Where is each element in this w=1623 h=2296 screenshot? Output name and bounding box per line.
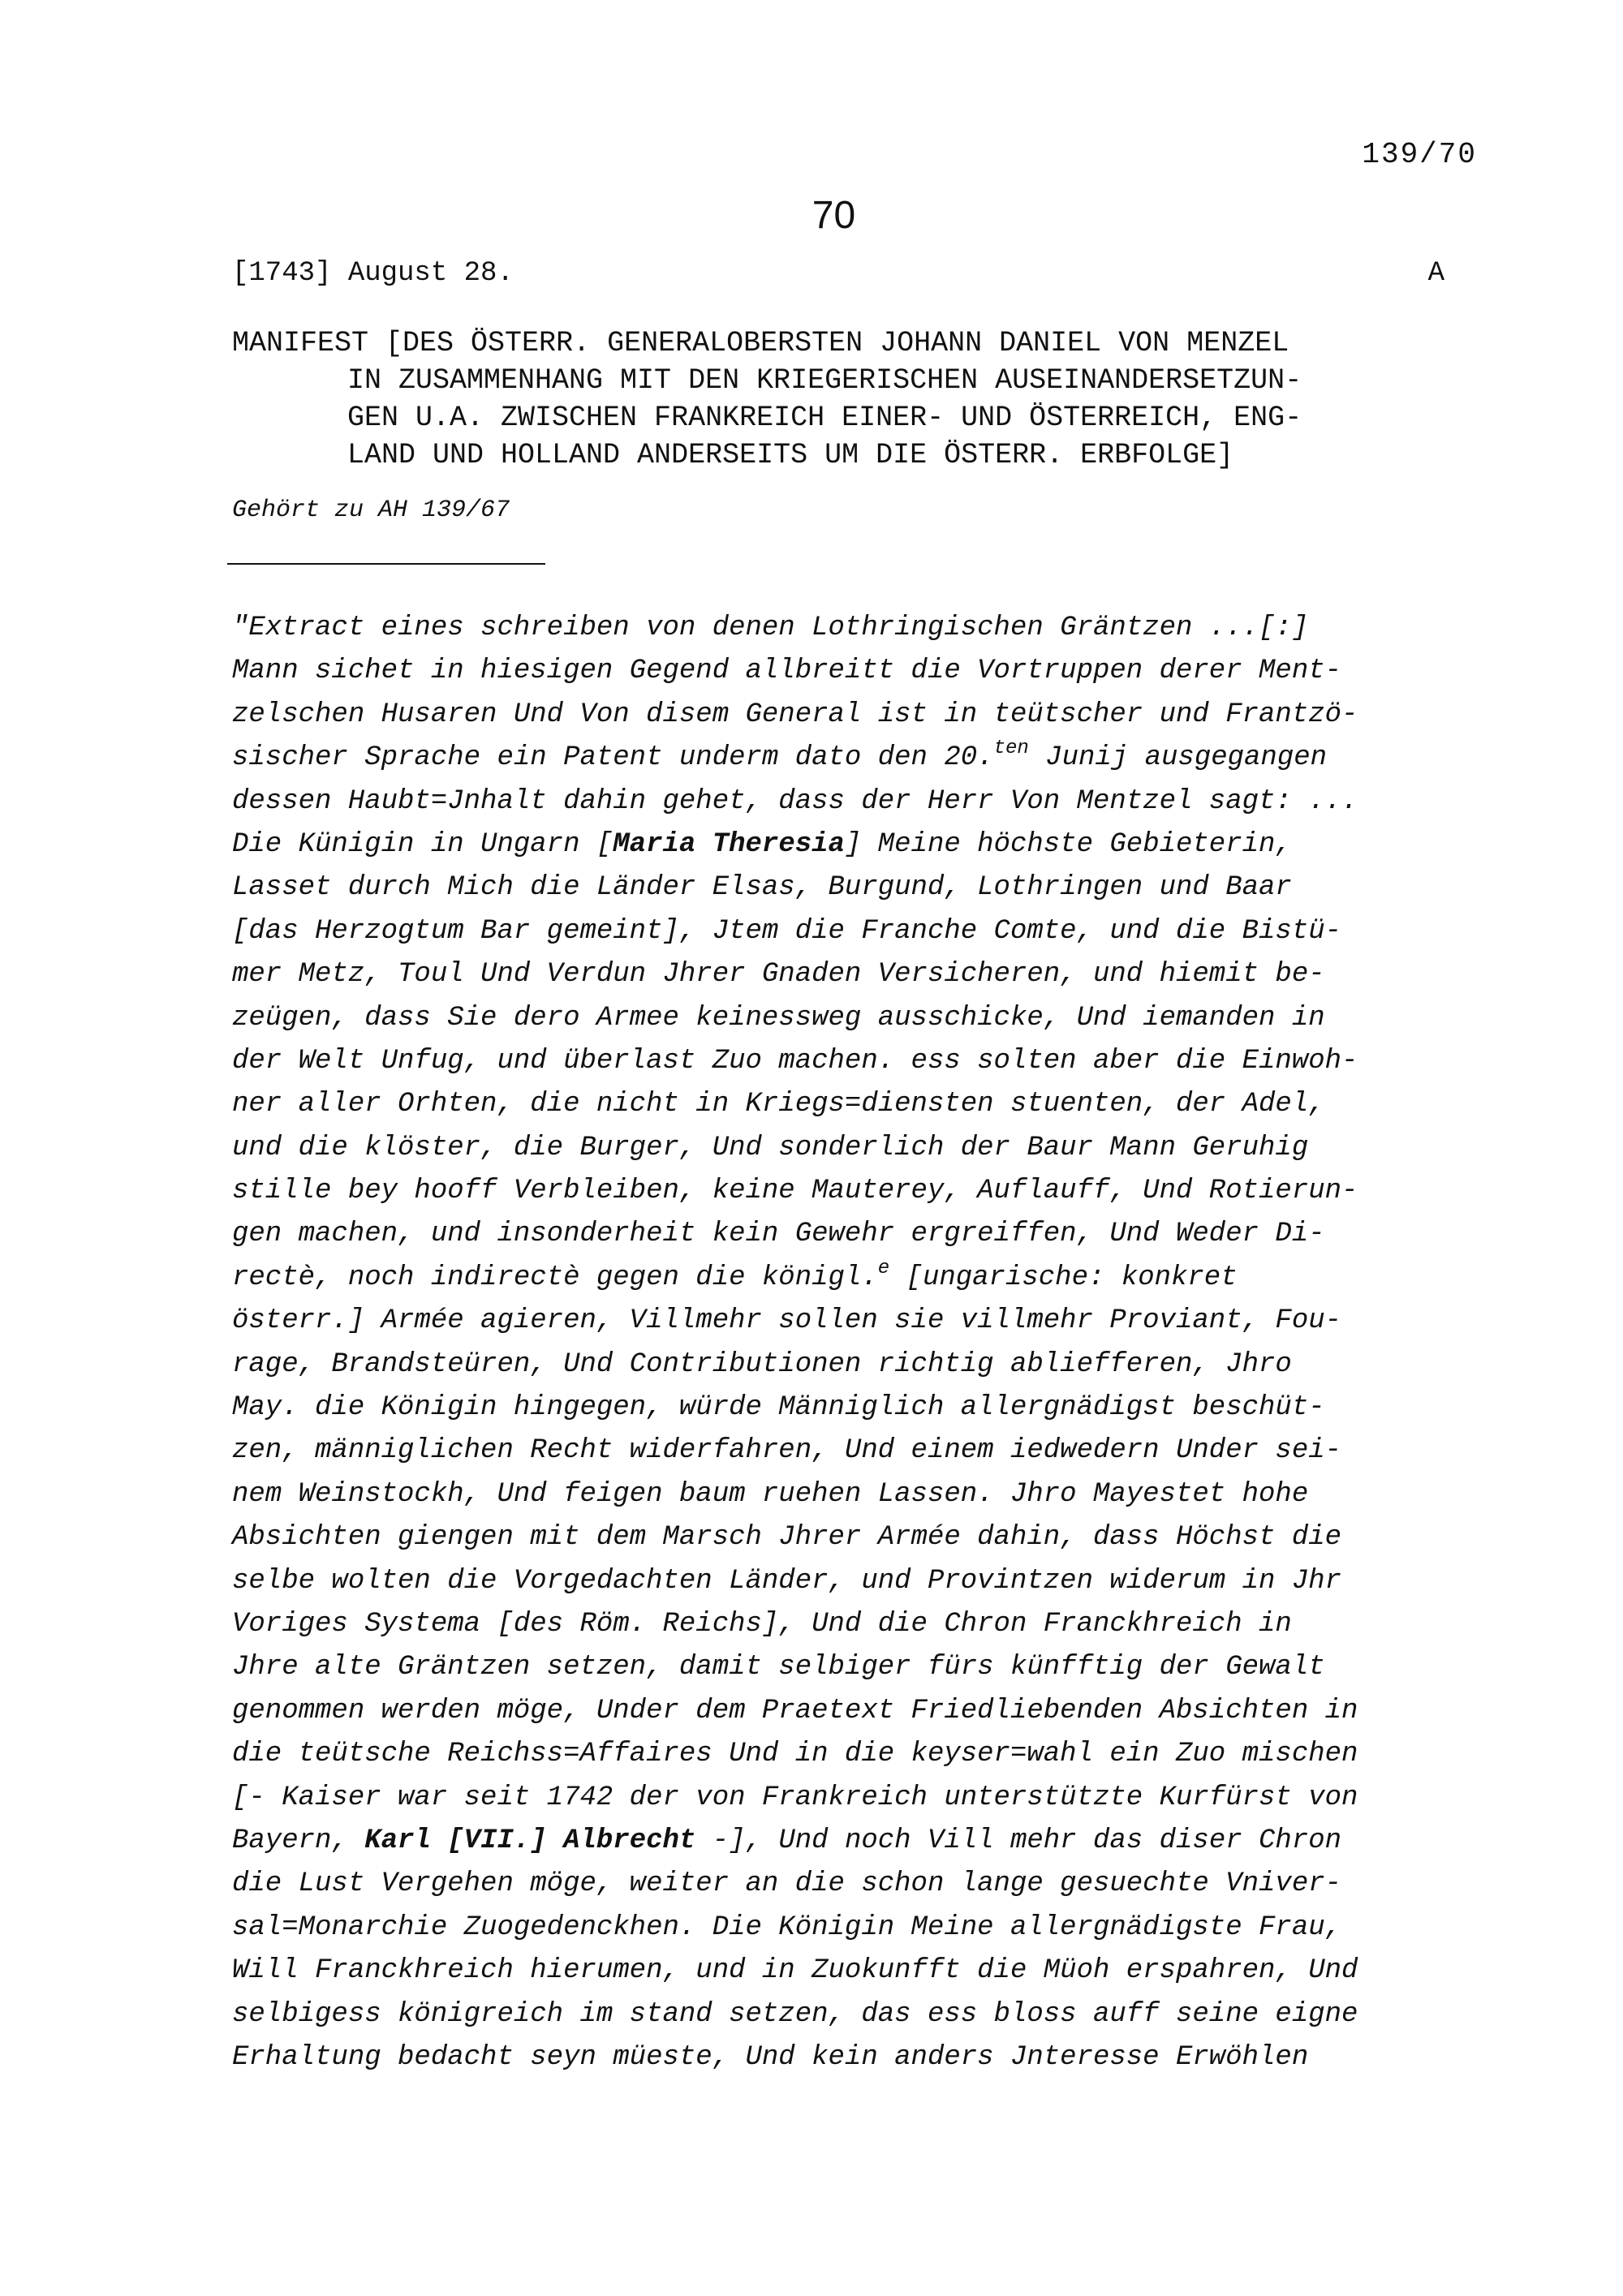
person-name: Karl [VII.] Albrecht bbox=[364, 1825, 696, 1856]
title-line: LAND UND HOLLAND ANDERSEITS UM DIE ÖSTERR. ERBFOLGE] bbox=[347, 439, 1234, 471]
body-line: "Extract eines schreiben von denen Lothringischen Gräntzen ...[:] bbox=[232, 613, 1309, 643]
body-line: Will Franckhreich hierumen, und in Zuokunfft die Müoh erspahren, Und bbox=[232, 1955, 1358, 1987]
body-text: [ungarische: konkret bbox=[889, 1262, 1238, 1293]
body-line: Absichten giengen mit dem Marsch Jhrer Armée dahin, dass Höchst die bbox=[232, 1522, 1342, 1554]
body-text: -], Und noch Vill mehr das diser Chron bbox=[695, 1825, 1342, 1856]
page-number: 70 bbox=[812, 194, 856, 237]
body-text: Bayern, bbox=[232, 1825, 365, 1856]
body-line: Voriges Systema [des Röm. Reichs], Und die Chron Franckhreich in bbox=[232, 1608, 1292, 1640]
body-line: genommen werden möge, Under dem Praetext Friedliebenden Absichten in bbox=[232, 1695, 1358, 1726]
title-line: IN ZUSAMMENHANG MIT DEN KRIEGERISCHEN AUSEINANDERSETZUN- bbox=[347, 364, 1302, 397]
body-line bbox=[232, 737, 1358, 780]
body-line: der Welt Unfug, und überlast Zuo machen. ess solten aber die Einwoh- bbox=[232, 1045, 1358, 1077]
body-text: Junij ausgegangen bbox=[1028, 742, 1328, 774]
body-line bbox=[232, 823, 1358, 866]
body-line: mer Metz, Toul Und Verdun Jhrer Gnaden Versicheren, und hiemit be- bbox=[232, 959, 1325, 991]
person-name: Maria Theresia bbox=[613, 828, 845, 860]
body-line: und die klöster, die Burger, Und sonderlich der Baur Mann Geruhig bbox=[232, 1132, 1309, 1163]
title-line: MANIFEST [DES ÖSTERR. GENERALOBERSTEN JOHANN DANIEL VON MENZEL bbox=[232, 327, 1289, 359]
transcription-body bbox=[232, 607, 1358, 2079]
body-line: stille bey hooff Verbleiben, keine Mauterey, Auflauff, Und Rotierun- bbox=[232, 1176, 1358, 1207]
archive-reference: 139/70 bbox=[1362, 138, 1477, 171]
body-line: Lasset durch Mich die Länder Elsas, Burgund, Lothringen und Baar bbox=[232, 872, 1292, 904]
divider bbox=[227, 563, 545, 565]
body-line bbox=[232, 1257, 1358, 1300]
body-text: rectè, noch indirectè gegen die königl. bbox=[232, 1262, 878, 1293]
body-line: Mann sichet in hiesigen Gegend allbreitt die Vortruppen derer Ment- bbox=[232, 656, 1342, 687]
body-text: Die Künigin in Ungarn [ bbox=[232, 828, 613, 860]
body-line: nem Weinstockh, Und feigen baum ruehen Lassen. Jhro Mayestet hohe bbox=[232, 1478, 1309, 1510]
body-line: die Lust Vergehen möge, weiter an die schon lange gesuechte Vniver- bbox=[232, 1868, 1342, 1900]
body-text: sischer Sprache ein Patent underm dato den 20. bbox=[232, 742, 994, 774]
body-text: ] Meine höchste Gebieterin, bbox=[844, 828, 1292, 860]
body-line: [- Kaiser war seit 1742 der von Frankreich unterstützte Kurfürst von bbox=[232, 1782, 1358, 1813]
body-line bbox=[232, 1820, 1358, 1863]
body-line: österr.] Armée agieren, Villmehr sollen sie villmehr Proviant, Fou- bbox=[232, 1305, 1342, 1337]
title-line: GEN U.A. ZWISCHEN FRANKREICH EINER- UND ÖSTERREICH, ENG- bbox=[347, 402, 1302, 434]
body-line: selbe wolten die Vorgedachten Länder, und Provintzen widerum in Jhr bbox=[232, 1565, 1342, 1597]
body-line: Jhre alte Gräntzen setzen, damit selbiger fürs künfftig der Gewalt bbox=[232, 1652, 1325, 1683]
body-line: sal=Monarchie Zuogedenckhen. Die Königin Meine allergnädigste Frau, bbox=[232, 1911, 1342, 1943]
body-line: zelschen Husaren Und Von disem General ist in teütscher und Frantzö- bbox=[232, 699, 1358, 730]
body-line: rage, Brandsteüren, Und Contributionen richtig abliefferen, Jhro bbox=[232, 1348, 1292, 1380]
document-title bbox=[232, 325, 1498, 474]
body-line: zen, männiglichen Recht widerfahren, Und einem iedwedern Under sei- bbox=[232, 1435, 1342, 1467]
body-line: ner aller Orhten, die nicht in Kriegs=diensten stuenten, der Adel, bbox=[232, 1089, 1325, 1120]
document-date: [1743] August 28. bbox=[232, 258, 514, 289]
body-line: gen machen, und insonderheit kein Gewehr ergreiffen, Und Weder Di- bbox=[232, 1219, 1325, 1250]
body-line: die teütsche Reichss=Affaires Und in die keyser=wahl ein Zuo mischen bbox=[232, 1739, 1358, 1770]
body-line: Erhaltung bedacht seyn müeste, Und kein anders Jnteresse Erwöhlen bbox=[232, 2041, 1309, 2073]
body-line: selbigess königreich im stand setzen, das ess bloss auff seine eigne bbox=[232, 1998, 1358, 2030]
superscript: ten bbox=[993, 737, 1029, 760]
body-line: May. die Königin hingegen, würde Männiglich allergnädigst beschüt- bbox=[232, 1392, 1325, 1424]
document-class: A bbox=[1427, 258, 1444, 289]
body-line: zeügen, dass Sie dero Armee keinessweg ausschicke, Und iemanden in bbox=[232, 1002, 1325, 1034]
body-line: [das Herzogtum Bar gemeint], Jtem die Franche Comte, und die Bistü- bbox=[232, 915, 1342, 947]
superscript: e bbox=[877, 1257, 890, 1279]
related-reference: Gehört zu AH 139/67 bbox=[232, 497, 510, 524]
body-line: dessen Haubt=Jnhalt dahin gehet, dass der Herr Von Mentzel sagt: ... bbox=[232, 785, 1358, 817]
